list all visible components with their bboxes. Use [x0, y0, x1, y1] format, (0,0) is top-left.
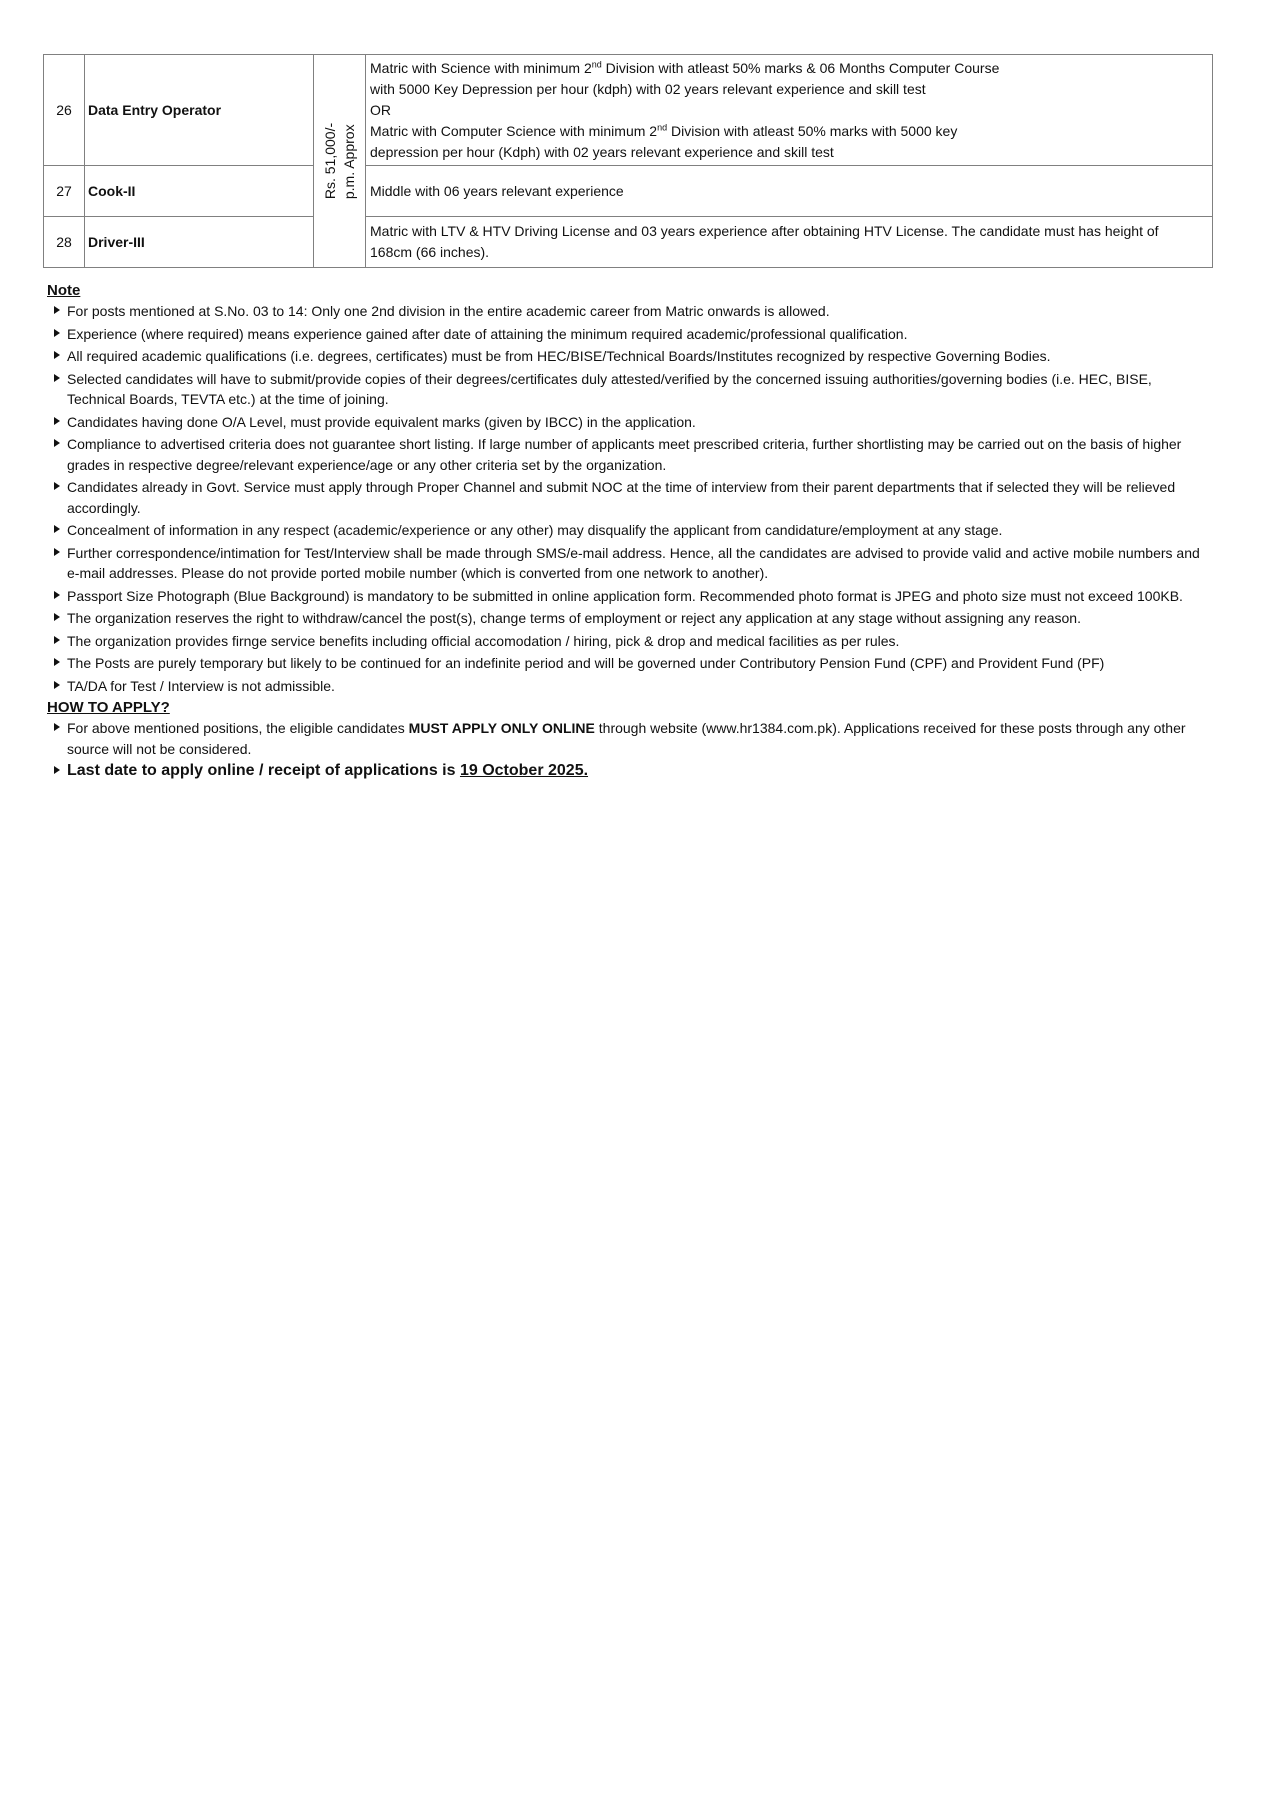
bullet-triangle-icon [54, 482, 60, 490]
requirement-line: Matric with LTV & HTV Driving License and 03 years experience after obtaining HTV License. The candidate must has height of [370, 223, 1159, 239]
bullet-triangle-icon [54, 636, 60, 644]
bullet-triangle-icon [54, 329, 60, 337]
post-title: Driver-III [85, 217, 314, 268]
table-row [44, 55, 1213, 166]
note-list [47, 301, 1207, 696]
bullet-triangle-icon [54, 351, 60, 359]
list-item: Further correspondence/intimation for Test/Interview shall be made through SMS/e-mail address. Hence, all the candidates are advised to provide valid and active mobile numbers and e-mail addresses. Please do not provide ported mobile number (which is converted from one network to another). [47, 543, 1207, 584]
requirements [366, 166, 1213, 217]
post-title: Data Entry Operator [85, 55, 314, 166]
bullet-triangle-icon [54, 548, 60, 556]
list-item: Candidates having done O/A Level, must provide equivalent marks (given by IBCC) in the application. [47, 412, 1207, 433]
list-item: Experience (where required) means experience gained after date of attaining the minimum required academic/professional qualification. [47, 324, 1207, 345]
list-item: Candidates already in Govt. Service must apply through Proper Channel and submit NOC at the time of interview from their parent departments that if selected they will be relieved accordingly. [47, 477, 1207, 518]
list-item: For above mentioned positions, the eligible candidates MUST APPLY ONLY ONLINE through website (www.hr1384.com.pk). Applications received for these posts through any other source will not be considered. [47, 718, 1207, 759]
note-heading: Note [47, 282, 81, 299]
bullet-triangle-icon [54, 417, 60, 425]
bullet-triangle-icon [54, 766, 60, 774]
bullet-triangle-icon [54, 723, 60, 731]
requirements [366, 55, 1213, 166]
list-item: All required academic qualifications (i.e. degrees, certificates) must be from HEC/BISE/Technical Boards/Institutes recognized by respective Governing Bodies. [47, 346, 1207, 367]
apply-online-emphasis: MUST APPLY ONLY ONLINE [408, 720, 595, 736]
requirement-line: 168cm (66 inches). [370, 244, 490, 260]
list-item: The Posts are purely temporary but likely to be continued for an indefinite period and will be governed under Contributory Pension Fund (CPF) and Provident Fund (PF) [47, 653, 1207, 674]
last-date-item: Last date to apply online / receipt of applications is 19 October 2025. [47, 761, 1207, 782]
pay-scale-cell [314, 55, 366, 268]
pay-period: p.m. Approx [340, 124, 357, 200]
list-item: For posts mentioned at S.No. 03 to 14: Only one 2nd division in the entire academic career from Matric onwards is allowed. [47, 301, 1207, 322]
pay-scale [321, 123, 359, 199]
apply-heading: HOW TO APPLY? [47, 699, 170, 716]
bullet-triangle-icon [54, 306, 60, 314]
posts-table [43, 54, 1213, 268]
bullet-triangle-icon [54, 374, 60, 382]
list-item: Selected candidates will have to submit/provide copies of their degrees/certificates duly attested/verified by the concerned issuing authorities/governing bodies (i.e. HEC, BISE, Technical Boards, TEVTA etc.) at the time of joining. [47, 369, 1207, 410]
requirement-line: Matric with Science with minimum 2nd Division with atleast 50% marks & 06 Months Computer Course [370, 58, 1000, 76]
requirement-line: Middle with 06 years relevant experience [370, 182, 624, 199]
requirement-line: OR [370, 101, 391, 118]
post-title: Cook-II [85, 166, 314, 217]
bullet-triangle-icon [54, 613, 60, 621]
bullet-triangle-icon [54, 525, 60, 533]
list-item: Passport Size Photograph (Blue Background) is mandatory to be submitted in online application form. Recommended photo format is JPEG and photo size must not exceed 100KB. [47, 586, 1207, 607]
last-date: 19 October 2025. [459, 762, 589, 779]
bullet-triangle-icon [54, 658, 60, 666]
bullet-triangle-icon [54, 681, 60, 689]
list-item: The organization reserves the right to withdraw/cancel the post(s), change terms of employment or reject any application at any stage without assigning any reason. [47, 608, 1207, 629]
serial-number: 26 [44, 55, 85, 166]
serial-number: 27 [44, 166, 85, 217]
list-item: The organization provides firnge service benefits including official accomodation / hiring, pick & drop and medical facilities as per rules. [47, 631, 1207, 652]
apply-list [47, 718, 1207, 782]
requirement-line: with 5000 Key Depression per hour (kdph) with 02 years relevant experience and skill test [370, 80, 926, 97]
table-row [44, 166, 1213, 217]
serial-number: 28 [44, 217, 85, 268]
bullet-triangle-icon [54, 439, 60, 447]
requirement-line: depression per hour (Kdph) with 02 years relevant experience and skill test [370, 143, 834, 160]
pay-amount: Rs. 51,000/- [321, 122, 338, 200]
requirement-line: Matric with Computer Science with minimum 2nd Division with atleast 50% marks with 5000 key [370, 121, 958, 139]
notes-section [47, 281, 1207, 784]
list-item: TA/DA for Test / Interview is not admissible. [47, 676, 1207, 697]
requirements [366, 217, 1213, 268]
table-row [44, 217, 1213, 268]
bullet-triangle-icon [54, 591, 60, 599]
list-item: Compliance to advertised criteria does not guarantee short listing. If large number of applicants meet prescribed criteria, further shortlisting may be carried out on the basis of higher grades in respective degree/relevant experience/age or any other criteria set by the organization. [47, 434, 1207, 475]
list-item: Concealment of information in any respect (academic/experience or any other) may disqualify the applicant from candidature/employment at any stage. [47, 520, 1207, 541]
